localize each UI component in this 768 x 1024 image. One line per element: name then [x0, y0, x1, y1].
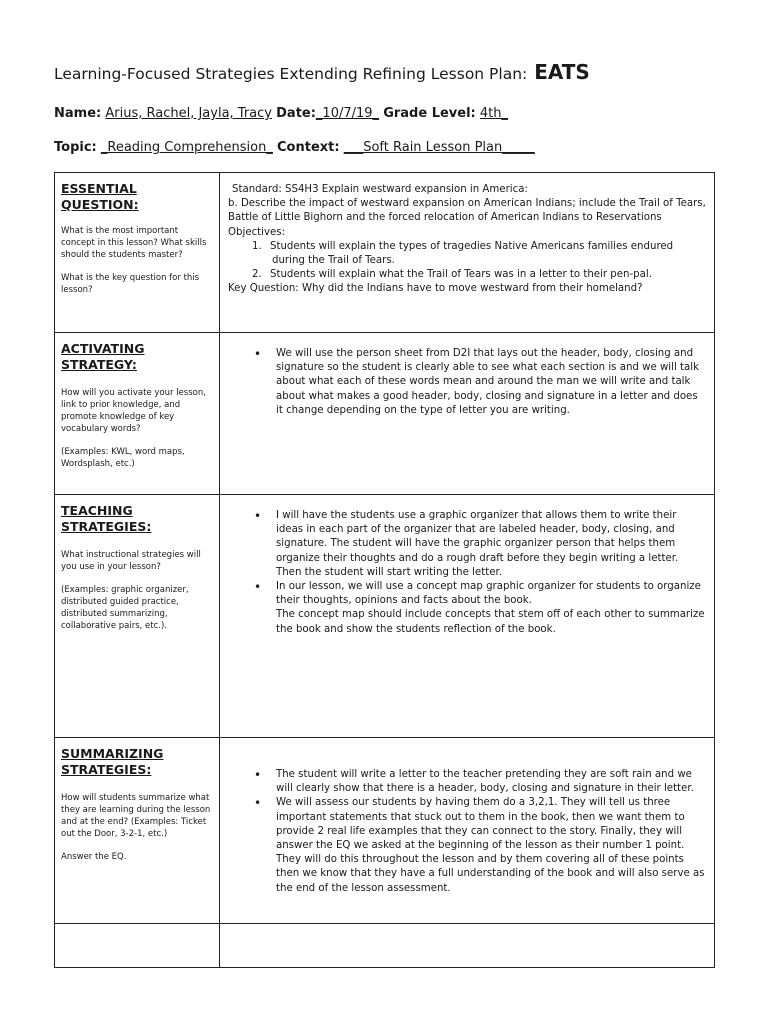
- essential-heading: ESSENTIAL QUESTION:: [61, 181, 139, 212]
- teaching-bullets: [228, 509, 706, 608]
- name-line: [54, 106, 508, 121]
- topic-line: [54, 140, 535, 155]
- objective-item: [228, 240, 706, 268]
- essential-right-cell: [220, 173, 715, 333]
- page-title: [54, 60, 590, 84]
- bullet-item: • We will assess our students by having them do a 3,2,1. They will tell us three important statements that stuck out to them in the book, then we want them to provide 2 real life examples that they can connect to the story. Finally, they will answer the EQ we asked at the beginning of the lesson as their number 1 point. They will do this throughout the lesson and by them covering all of these points then we know that they have a full understanding of the book and will also serve as the end of the lesson assessment.: [276, 796, 706, 895]
- date-label: Date:: [276, 106, 316, 121]
- key-question: Key Question: Why did the Indians have to move westward from their homeland?: [228, 283, 643, 295]
- essential-row: [55, 173, 715, 333]
- teaching-left-cell: [55, 495, 220, 738]
- objective-number: 1.: [252, 240, 262, 252]
- summarizing-left-cell: [55, 738, 220, 924]
- summarizing-heading: SUMMARIZING STRATEGIES:: [61, 746, 213, 778]
- activating-prompt-2: (Examples: KWL, word maps, Wordsplash, etc.): [61, 447, 185, 469]
- objective-item: [228, 268, 706, 282]
- describe-text: b. Describe the impact of westward expansion on American Indians; include the Trail of Tears, Battle of Little Bighorn and the forced relocation of American Indians to Reservations: [228, 198, 706, 224]
- activating-row: [55, 333, 715, 495]
- summarizing-prompt-2: Answer the EQ.: [61, 852, 127, 862]
- essential-prompt-2: What is the key question for this lesson?: [61, 273, 200, 295]
- bullet-item: • We will use the person sheet from D2I that lays out the header, body, closing and signature so the student is clearly able to see what each section is and we will talk about what each of these words mean and around the man we will write and talk about what makes a good header, body, closing and signature in a letter and does it change depending on the type of letter you are writing.: [276, 347, 706, 418]
- empty-left-cell: [55, 924, 220, 968]
- summarizing-heading-line1: SUMMARIZING: [61, 746, 164, 761]
- teaching-row: [55, 495, 715, 738]
- bullet-item: • In our lesson, we will use a concept map graphic organizer for students to organize their thoughts, opinions and facts about the book.: [276, 580, 706, 608]
- objective-text: Students will explain what the Trail of Tears was in a letter to their pen-pal.: [270, 269, 652, 281]
- teaching-prompt-1: What instructional strategies will you use in your lesson?: [61, 550, 201, 572]
- objective-text: Students will explain the types of tragedies Native Americans families endured during the Trail of Tears.: [270, 240, 674, 267]
- context-label: Context:: [277, 140, 340, 155]
- summarizing-row: [55, 738, 715, 924]
- essential-left-cell: [55, 173, 220, 333]
- standard-text: Standard: SS4H3 Explain westward expansion in America:: [232, 184, 528, 195]
- grade-value: 4th_: [479, 106, 508, 121]
- name-label: Name:: [54, 106, 102, 121]
- lesson-plan-table: [54, 172, 715, 968]
- context-value: ___Soft Rain Lesson Plan_____: [343, 140, 535, 155]
- activating-prompt-1: How will you activate your lesson, link to prior knowledge, and promote knowledge of key vocabulary words?: [61, 388, 206, 434]
- teaching-heading-line2: STRATEGIES: [61, 519, 147, 534]
- date-value: _10/7/19_: [315, 106, 380, 121]
- activating-heading-line1: ACTIVATING: [61, 341, 145, 356]
- bullet-item: • I will have the students use a graphic organizer that allows them to write their ideas in each part of the organizer that are labeled header, body, closing, and signature. The student will have the graphic organizer person that helps them organize their thoughts and do a rough draft before they begin writing a letter. Then the student will start writing the letter.: [276, 509, 706, 580]
- activating-heading-line2: STRATEGY: [61, 357, 132, 372]
- teaching-prompt-2: (Examples: graphic organizer, distributed guided practice, distributed summarizing, collaborative pairs, etc.).: [61, 585, 189, 631]
- teaching-heading: TEACHING STRATEGIES:: [61, 503, 213, 535]
- teaching-extra-text: The concept map should include concepts that stem off of each other to summarize the book and show the students reflection of the book.: [276, 609, 705, 635]
- bullet-item: • The student will write a letter to the teacher pretending they are soft rain and we will clearly show that there is a header, body, closing and signature in their letter.: [276, 768, 706, 796]
- objectives-label: Objectives:: [228, 226, 286, 238]
- activating-left-cell: [55, 333, 220, 495]
- title-text: Learning-Focused Strategies Extending Refining Lesson Plan:: [54, 65, 528, 83]
- activating-bullets: [228, 347, 706, 418]
- empty-right-cell: [220, 924, 715, 968]
- activating-heading: ACTIVATING STRATEGY:: [61, 341, 213, 373]
- teaching-heading-line1: TEACHING: [61, 503, 133, 518]
- name-value: Arius, Rachel, Jayla, Tracy: [105, 106, 272, 121]
- summarizing-prompt-1: How will students summarize what they are learning during the lesson and at the end? (Examples: Ticket out the Door, 3-2-1, etc.): [61, 793, 211, 839]
- topic-value: _Reading Comprehension_: [100, 140, 273, 155]
- empty-row: [55, 924, 715, 968]
- title-emphasis: EATS: [534, 60, 590, 84]
- topic-label: Topic:: [54, 140, 97, 155]
- essential-prompt-1: What is the most important concept in this lesson? What skills should the students master?: [61, 226, 207, 260]
- grade-label: Grade Level:: [383, 106, 476, 121]
- summarizing-heading-line2: STRATEGIES: [61, 762, 147, 777]
- teaching-right-cell: [220, 495, 715, 738]
- objective-number: 2.: [252, 269, 262, 281]
- activating-right-cell: [220, 333, 715, 495]
- summarizing-right-cell: [220, 738, 715, 924]
- summarizing-bullets: [228, 768, 706, 896]
